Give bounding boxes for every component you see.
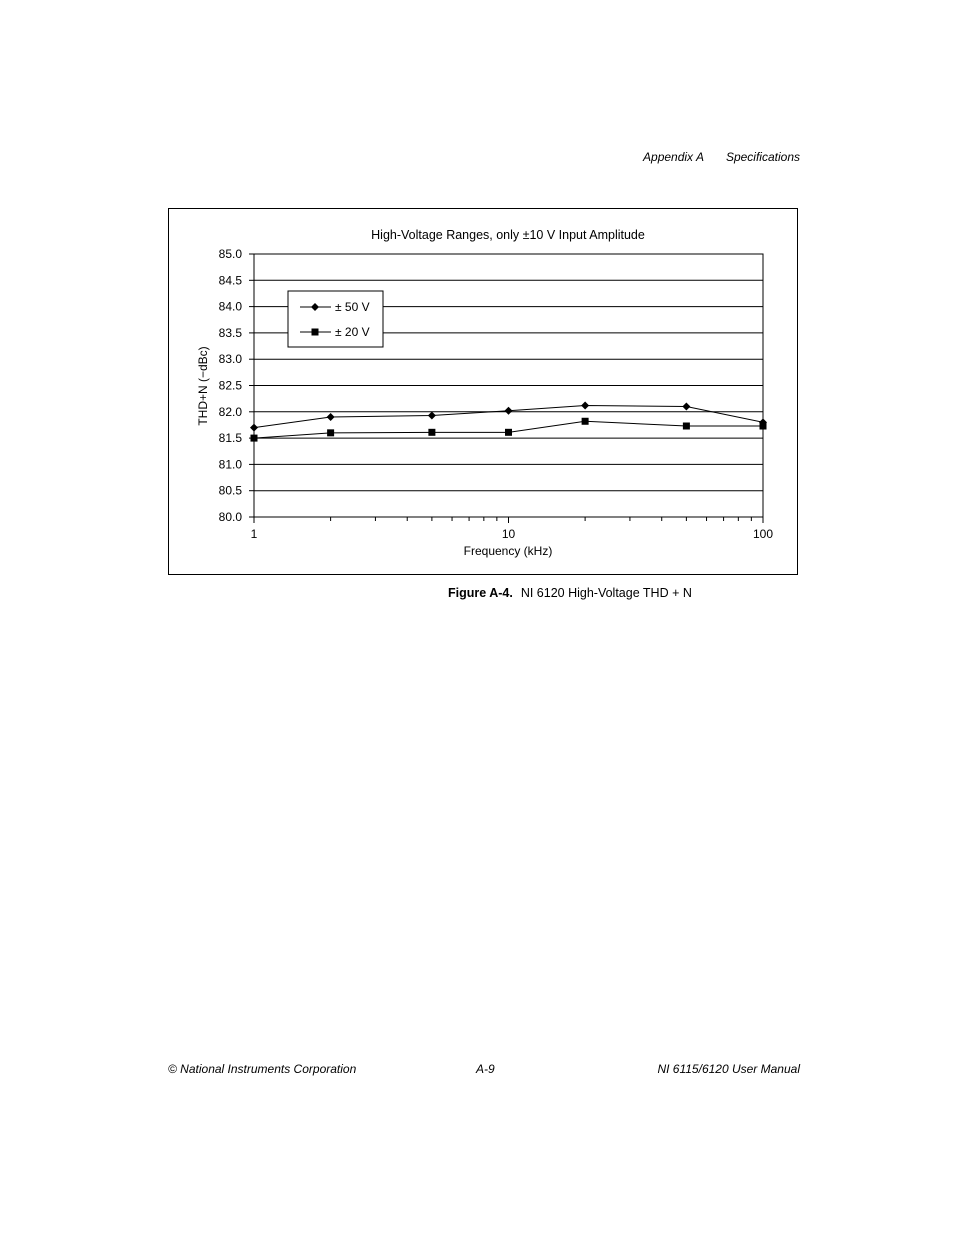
header-title: Specifications bbox=[725, 150, 800, 164]
y-tick-label: 85.0 bbox=[218, 247, 242, 261]
header-section: Appendix A bbox=[643, 150, 704, 164]
data-point bbox=[428, 411, 436, 419]
data-point bbox=[250, 424, 258, 432]
x-tick-label: 100 bbox=[752, 527, 774, 541]
data-point bbox=[581, 401, 589, 409]
data-point bbox=[251, 435, 258, 442]
data-point bbox=[582, 418, 589, 425]
figure-caption bbox=[448, 586, 692, 600]
legend-label: ± 50 V bbox=[335, 300, 370, 314]
series-layer bbox=[250, 401, 767, 441]
page-header bbox=[643, 150, 800, 164]
data-point bbox=[760, 423, 767, 430]
data-point bbox=[327, 413, 335, 421]
y-axis-ticks bbox=[219, 247, 254, 524]
y-tick-label: 83.0 bbox=[218, 352, 242, 367]
footer-manual-title: NI 6115/6120 User Manual bbox=[657, 1062, 800, 1076]
figure-caption-text: NI 6120 High-Voltage THD + N bbox=[520, 586, 692, 600]
legend-marker bbox=[312, 329, 319, 336]
data-point bbox=[327, 429, 334, 436]
x-axis-ticks bbox=[251, 517, 774, 541]
x-axis-label: Frequency (kHz) bbox=[463, 544, 553, 558]
data-point bbox=[683, 423, 690, 430]
legend-label: ± 20 V bbox=[335, 325, 370, 339]
y-tick-label: 80.5 bbox=[218, 483, 242, 498]
figure-frame bbox=[168, 208, 798, 575]
footer-copyright: © National Instruments Corporation bbox=[168, 1062, 357, 1076]
chart-title: High-Voltage Ranges, only ±10 V Input Amplitude bbox=[371, 228, 645, 242]
y-tick-label: 83.5 bbox=[218, 325, 242, 340]
y-tick-label: 82.0 bbox=[218, 404, 242, 419]
data-point bbox=[505, 429, 512, 436]
y-tick-label: 82.5 bbox=[218, 378, 242, 393]
chart-legend bbox=[288, 291, 383, 347]
x-tick-label: 10 bbox=[501, 527, 516, 541]
data-point bbox=[682, 403, 690, 411]
thd-chart bbox=[169, 209, 799, 576]
figure-label: Figure A-4. bbox=[448, 586, 513, 600]
y-tick-label: 81.0 bbox=[218, 457, 242, 472]
data-point bbox=[505, 407, 513, 415]
y-axis-label: THD+N (−dBc) bbox=[196, 346, 210, 426]
y-tick-label: 81.5 bbox=[218, 431, 242, 446]
y-tick-label: 84.0 bbox=[218, 299, 242, 314]
footer-page-number: A-9 bbox=[476, 1062, 495, 1076]
data-point bbox=[428, 429, 435, 436]
y-tick-label: 84.5 bbox=[218, 273, 242, 288]
x-tick-label: 1 bbox=[250, 527, 258, 541]
y-tick-label: 80.0 bbox=[218, 510, 242, 524]
